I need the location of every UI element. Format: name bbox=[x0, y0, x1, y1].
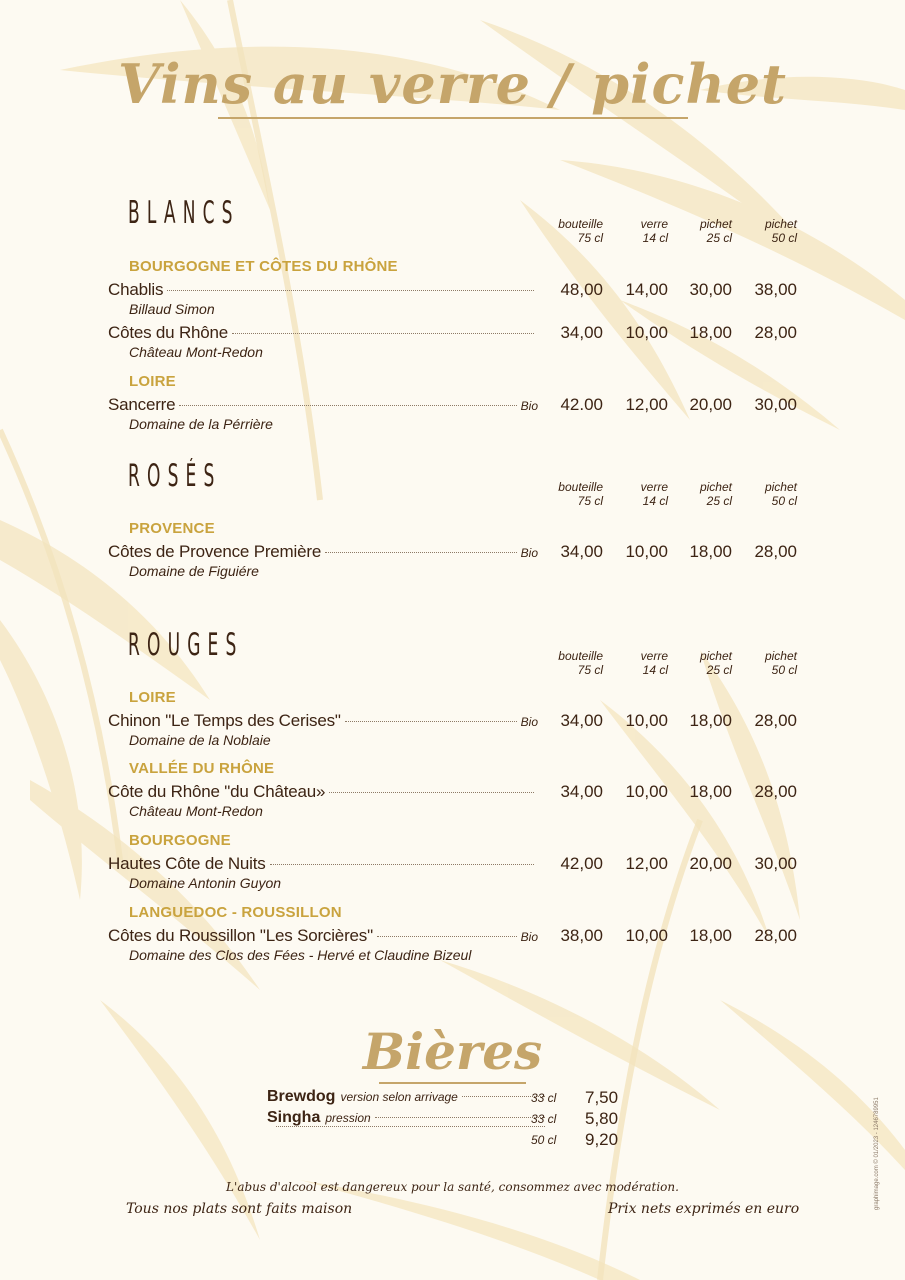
section-title: BLANCS bbox=[128, 195, 240, 231]
wine-name: Sancerre bbox=[108, 395, 176, 414]
wine-name: Chinon "Le Temps des Cerises" bbox=[108, 711, 341, 730]
section-title: ROSÉS bbox=[128, 458, 222, 494]
dot-leader bbox=[270, 864, 534, 865]
title-underline bbox=[218, 117, 688, 119]
wine-row bbox=[0, 926, 905, 970]
wine-producer: Domaine de la Noblaie bbox=[129, 732, 271, 748]
wine-name: Côtes de Provence Première bbox=[108, 542, 322, 561]
price-verre: 10,00 bbox=[625, 782, 668, 801]
price-pichet-25: 18,00 bbox=[689, 926, 732, 945]
wine-row bbox=[0, 395, 905, 439]
beer-row bbox=[267, 1130, 637, 1152]
wine-producer: Château Mont-Redon bbox=[129, 344, 263, 360]
price-verre: 14,00 bbox=[625, 280, 668, 299]
price-verre: 10,00 bbox=[625, 926, 668, 945]
price-pichet-50: 28,00 bbox=[754, 711, 797, 730]
footer-homemade-note: Tous nos plats sont faits maison bbox=[126, 1201, 353, 1217]
footer-price-note: Prix nets exprimés en euro bbox=[608, 1201, 800, 1217]
wine-name: Côtes du Rhône bbox=[108, 323, 229, 342]
price-pichet-25: 30,00 bbox=[689, 280, 732, 299]
wine-name: Côtes du Roussillon "Les Sorcières" bbox=[108, 926, 373, 945]
price-pichet-25: 20,00 bbox=[689, 854, 732, 873]
beer-title-underline bbox=[379, 1082, 526, 1084]
wine-row bbox=[0, 542, 905, 586]
region-title: BOURGOGNE bbox=[129, 832, 231, 849]
col-header-pichet-50: pichet 50 cl bbox=[764, 649, 797, 677]
price-pichet-50: 30,00 bbox=[754, 854, 797, 873]
beer-name: Brewdog bbox=[267, 1088, 336, 1105]
col-header-pichet-50: pichet 50 cl bbox=[764, 217, 797, 245]
wine-producer: Domaine des Clos des Fées - Hervé et Claudine Bizeul bbox=[129, 947, 472, 963]
wine-producer: Domaine Antonin Guyon bbox=[129, 875, 282, 891]
beer-size: 33 cl bbox=[531, 1091, 557, 1105]
alcohol-warning: L'abus d'alcool est dangereux pour la santé, consommez avec modération. bbox=[226, 1180, 679, 1194]
beer-name: Singha bbox=[267, 1109, 321, 1126]
price-bouteille: 38,00 bbox=[560, 926, 603, 945]
wine-name: Hautes Côte de Nuits bbox=[108, 854, 266, 873]
beer-note: pression bbox=[325, 1111, 371, 1125]
wine-producer: Domaine de la Pérrière bbox=[129, 416, 273, 432]
wine-name: Chablis bbox=[108, 280, 164, 299]
price-verre: 12,00 bbox=[625, 854, 668, 873]
price-bouteille: 34,00 bbox=[560, 323, 603, 342]
price-bouteille: 48,00 bbox=[560, 280, 603, 299]
region-title: VALLÉE DU RHÔNE bbox=[129, 760, 275, 777]
wine-row bbox=[0, 323, 905, 367]
price-bouteille: 34,00 bbox=[560, 782, 603, 801]
dot-leader bbox=[377, 936, 517, 937]
region-title: BOURGOGNE ET CÔTES DU RHÔNE bbox=[129, 258, 398, 275]
price-pichet-25: 20,00 bbox=[689, 395, 732, 414]
price-pichet-50: 28,00 bbox=[754, 926, 797, 945]
dot-leader bbox=[276, 1126, 545, 1127]
beer-section-title: Bières bbox=[362, 1022, 543, 1081]
price-verre: 10,00 bbox=[625, 711, 668, 730]
wine-producer: Château Mont-Redon bbox=[129, 803, 263, 819]
price-verre: 10,00 bbox=[625, 323, 668, 342]
bio-label: Bio bbox=[520, 399, 538, 413]
region-title: LANGUEDOC - ROUSSILLON bbox=[129, 904, 342, 921]
beer-price: 5,80 bbox=[585, 1109, 619, 1128]
wine-row bbox=[0, 711, 905, 755]
price-pichet-50: 38,00 bbox=[754, 280, 797, 299]
bio-label: Bio bbox=[520, 930, 538, 944]
price-pichet-25: 18,00 bbox=[689, 323, 732, 342]
dot-leader bbox=[167, 290, 534, 291]
col-header-verre: verre 14 cl bbox=[640, 480, 668, 508]
price-pichet-50: 28,00 bbox=[754, 323, 797, 342]
printer-credit: graphimage.com © 01/2023 - 1246789951 bbox=[874, 1097, 880, 1210]
dot-leader bbox=[375, 1117, 545, 1118]
beer-price: 7,50 bbox=[585, 1088, 619, 1107]
price-bouteille: 42.00 bbox=[560, 395, 603, 414]
region-title: PROVENCE bbox=[129, 520, 215, 537]
col-header-verre: verre 14 cl bbox=[640, 649, 668, 677]
region-title: LOIRE bbox=[129, 373, 176, 390]
dot-leader bbox=[179, 405, 516, 406]
wine-producer: Billaud Simon bbox=[129, 301, 215, 317]
col-header-bouteille: bouteille 75 cl bbox=[558, 649, 603, 677]
wine-producer: Domaine de Figuiére bbox=[129, 563, 259, 579]
col-header-pichet-25: pichet 25 cl bbox=[699, 480, 732, 508]
price-pichet-50: 28,00 bbox=[754, 782, 797, 801]
col-header-pichet-50: pichet 50 cl bbox=[764, 480, 797, 508]
page-title: Vins au verre / pichet bbox=[118, 52, 787, 116]
price-bouteille: 42,00 bbox=[560, 854, 603, 873]
bio-label: Bio bbox=[520, 715, 538, 729]
dot-leader bbox=[329, 792, 534, 793]
dot-leader bbox=[345, 721, 517, 722]
price-pichet-50: 30,00 bbox=[754, 395, 797, 414]
section-title: ROUGES bbox=[128, 627, 244, 663]
dot-leader bbox=[325, 552, 517, 553]
price-pichet-25: 18,00 bbox=[689, 542, 732, 561]
col-header-pichet-25: pichet 25 cl bbox=[699, 217, 732, 245]
region-title: LOIRE bbox=[129, 689, 176, 706]
beer-row bbox=[267, 1109, 637, 1131]
col-header-bouteille: bouteille 75 cl bbox=[558, 217, 603, 245]
dot-leader bbox=[232, 333, 534, 334]
wine-row bbox=[0, 854, 905, 898]
col-header-verre: verre 14 cl bbox=[640, 217, 668, 245]
beer-size: 33 cl bbox=[531, 1112, 557, 1126]
price-pichet-50: 28,00 bbox=[754, 542, 797, 561]
beer-row bbox=[267, 1088, 637, 1110]
wine-row bbox=[0, 782, 905, 826]
price-bouteille: 34,00 bbox=[560, 711, 603, 730]
price-pichet-25: 18,00 bbox=[689, 711, 732, 730]
price-bouteille: 34,00 bbox=[560, 542, 603, 561]
price-verre: 10,00 bbox=[625, 542, 668, 561]
beer-note: version selon arrivage bbox=[340, 1090, 458, 1104]
beer-size: 50 cl bbox=[531, 1133, 557, 1147]
wine-name: Côte du Rhône "du Château» bbox=[108, 782, 326, 801]
wine-row bbox=[0, 280, 905, 324]
bio-label: Bio bbox=[520, 546, 538, 560]
col-header-pichet-25: pichet 25 cl bbox=[699, 649, 732, 677]
beer-price: 9,20 bbox=[585, 1130, 619, 1149]
price-verre: 12,00 bbox=[625, 395, 668, 414]
price-pichet-25: 18,00 bbox=[689, 782, 732, 801]
col-header-bouteille: bouteille 75 cl bbox=[558, 480, 603, 508]
